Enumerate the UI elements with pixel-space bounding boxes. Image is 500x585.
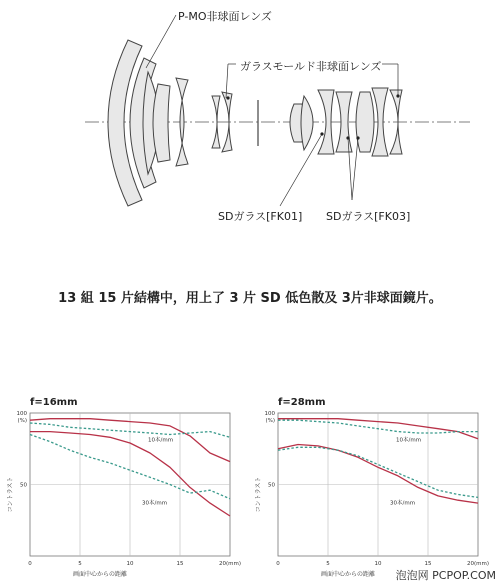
x-tick-label: 10 (374, 561, 382, 567)
y-axis-label: コントラスト (255, 476, 262, 513)
annotation-30lpmm: 30本/mm (142, 500, 168, 507)
y-tick-label: 100 (16, 411, 27, 417)
pmo-aspherical-label: P-MO非球面レンズ (178, 10, 272, 23)
rear-lens-group (290, 88, 402, 156)
annotation-10lpmm: 10本/mm (148, 437, 174, 444)
mtf-chart-28mm (248, 385, 498, 585)
x-tick-label: 5 (78, 561, 82, 567)
y-tick-label: 50 (268, 482, 275, 489)
chart-title: f=16mm (30, 397, 78, 408)
x-tick-label: 5 (326, 561, 330, 567)
x-tick-label: 10 (126, 561, 134, 567)
y-tick-label: 50 (20, 482, 27, 489)
lens-construction-caption: 13 組 15 片結構中，用上了 3 片 SD 低色散及 3片非球面鏡片。 (58, 291, 442, 306)
mtf-chart-16mm (0, 385, 250, 585)
lens-element-12 (356, 92, 374, 152)
sd-glass-fk03-label: SDガラス[FK03] (326, 210, 411, 223)
x-tick-label: 15 (424, 561, 432, 567)
y-unit-label: (%) (17, 418, 27, 424)
y-unit-label: (%) (265, 418, 275, 424)
lens-element-4 (153, 84, 170, 162)
annotation-10lpmm: 10本/mm (396, 437, 422, 444)
watermark: 泡泡网 PCPOP.COM (395, 569, 496, 582)
x-tick-label: 0 (276, 561, 280, 567)
chart-title: f=28mm (278, 397, 326, 408)
x-tick-label: 20(mm) (218, 561, 242, 567)
x-tick-label: 0 (28, 561, 32, 567)
y-tick-label: 100 (264, 411, 275, 417)
x-tick-label: 15 (176, 561, 184, 567)
x-axis-label: 画面中心からの距離 (72, 571, 128, 578)
lens-element-9 (301, 96, 313, 150)
x-axis-label: 画面中心からの距離 (320, 571, 376, 578)
x-tick-label: 20(mm) (466, 561, 490, 567)
y-axis-label: コントラスト (7, 476, 14, 513)
sd-glass-fk01-label: SDガラス[FK01] (218, 210, 303, 223)
glass-molded-aspherical-label: ガラスモールド非球面レンズ (240, 60, 382, 73)
annotation-30lpmm: 30本/mm (390, 500, 416, 507)
